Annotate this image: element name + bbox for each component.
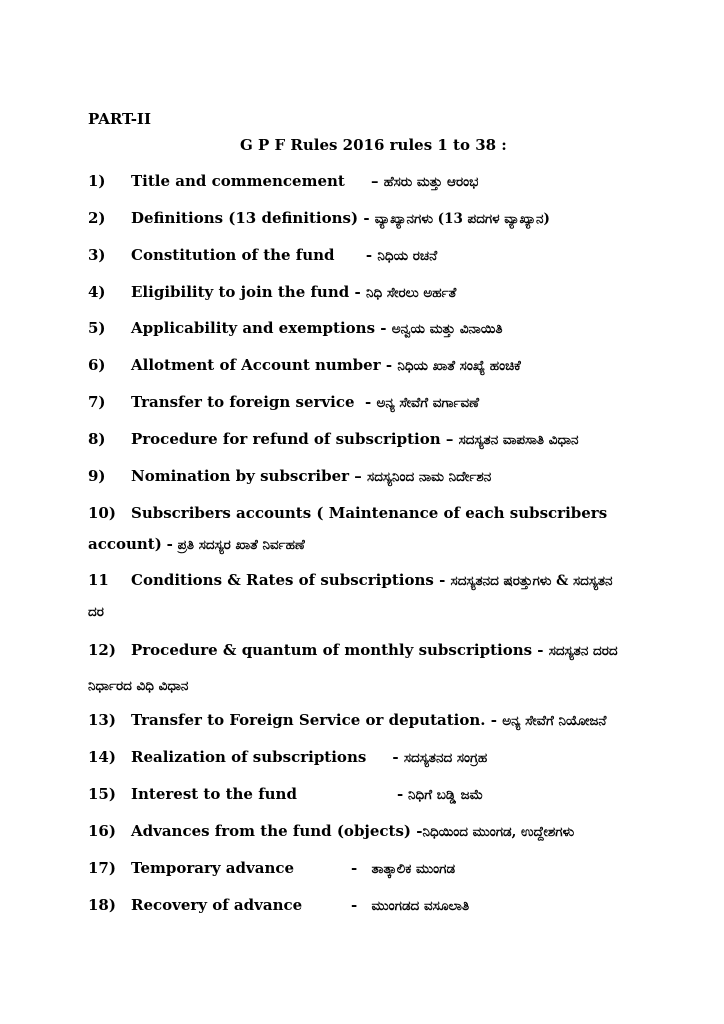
- rule-number: 15): [88, 785, 116, 803]
- rule-title-en: Procedure & quantum of monthly subscriptions: [131, 641, 533, 659]
- part-label: PART-II: [88, 110, 151, 128]
- rule-number: 10): [88, 504, 116, 522]
- rule-separator: -: [351, 859, 358, 877]
- rule-title-kn: ನಿಧಿಯ ರಚನೆ: [377, 248, 438, 264]
- rule-title-kn: ನಿಧಿ ಸೇರಲು ಅರ್ಹತೆ: [365, 285, 457, 301]
- rule-title-en: Transfer to Foreign Service or deputation.: [131, 711, 486, 729]
- rule-title-kn-cont: ದರ: [88, 604, 104, 620]
- rule-separator: -: [380, 319, 387, 337]
- rule-title-en: Subscribers accounts ( Maintenance of each subscribers: [131, 504, 608, 522]
- rule-separator: -: [392, 748, 399, 766]
- rule-title-en: Transfer to foreign service: [131, 393, 355, 411]
- rule-title-en: Advances from the fund (objects): [131, 822, 412, 840]
- rule-separator: -: [537, 641, 544, 659]
- rule-title-en: Temporary advance: [131, 859, 295, 877]
- rule-title-kn: ತಾತ್ಕಾಲಿಕ ಮುಂಗಡ: [371, 861, 456, 877]
- rule-title-kn: ನಿಧಿಗೆ ಬಡ್ಡಿ ಜಮೆ: [408, 787, 484, 803]
- rule-title-kn-cont: ನಿರ್ಧಾರದ ವಿಧಿ ವಿಧಾನ: [88, 678, 189, 694]
- rule-title-kn: ನಿಧಿಯ ಖಾತೆ ಸಂಖ್ಯೆ ಹಂಚಿಕೆ: [397, 358, 521, 374]
- rule-number: 13): [88, 711, 116, 729]
- rule-title-kn: ಸದಸ್ಯತನದ ಷರತ್ತುಗಳು & ಸದಸ್ಯತನ: [450, 573, 613, 589]
- rule-number: 9): [88, 467, 106, 485]
- rule-number: 3): [88, 246, 106, 264]
- rule-title-kn: ಪ್ರತಿ ಸದಸ್ಯರ ಖಾತೆ ನಿರ್ವಹಣೆ: [177, 537, 305, 553]
- rule-title-kn: ಅನ್ವಯ ಮತ್ತು ವಿನಾಯಿತಿ: [391, 321, 503, 337]
- document-subtitle: G P F Rules 2016 rules 1 to 38 :: [240, 136, 507, 154]
- rule-number: 14): [88, 748, 116, 766]
- rule-separator: -: [397, 785, 404, 803]
- rule-separator: -: [364, 393, 372, 411]
- rule-number: 4): [88, 283, 106, 301]
- rule-title-kn: ನಿಧಿಯಿಂದ ಮುಂಗಡ, ಉದ್ದೇಶಗಳು: [422, 824, 575, 840]
- rule-number: 11: [88, 571, 109, 589]
- rule-number: 2): [88, 209, 106, 227]
- rule-title-en: Interest to the fund: [131, 785, 297, 803]
- rule-number: 7): [88, 393, 106, 411]
- rule-title-kn: ಸದಸ್ಯತನ ದರದ: [548, 643, 618, 659]
- rule-number: 17): [88, 859, 116, 877]
- rule-separator: -: [354, 283, 361, 301]
- rule-title-en: Realization of subscriptions: [131, 748, 367, 766]
- rule-separator: -: [439, 571, 446, 589]
- rule-title-kn: ಮುಂಗಡದ ವಸೂಲಾತಿ: [371, 898, 470, 914]
- rule-number: 5): [88, 319, 106, 337]
- rule-title-en: Allotment of Account number: [131, 356, 381, 374]
- rule-number: 8): [88, 430, 106, 448]
- rule-title-kn: ವ್ಯಾಖ್ಯಾನಗಳು (13 ಪದಗಳ ವ್ಯಾಖ್ಯಾನ): [374, 211, 550, 227]
- rule-title-kn: ಸದಸ್ಯನಿಂದ ನಾಮ ನಿರ್ದೇಶನ: [367, 469, 492, 485]
- rule-title-kn: ಸದಸ್ಯತನದ ಸಂಗ್ರಹ: [403, 750, 488, 766]
- rule-separator: –: [354, 467, 362, 485]
- rule-item-10-continuation: [88, 535, 305, 553]
- rule-title-en: Definitions (13 definitions): [131, 209, 359, 227]
- rule-title-kn: ಅನ್ಯ ಸೇವೆಗೆ ನಿಯೋಜನೆ: [502, 713, 607, 729]
- rule-title-en: Title and commencement: [131, 172, 345, 190]
- rule-number: 6): [88, 356, 106, 374]
- rule-title-en: Procedure for refund of subscription: [131, 430, 441, 448]
- rule-title-en: Nomination by subscriber: [131, 467, 350, 485]
- rule-title-en: Applicability and exemptions: [131, 319, 376, 337]
- rule-number: 1): [88, 172, 106, 190]
- rule-separator: -: [385, 356, 393, 374]
- rule-number: 18): [88, 896, 116, 914]
- rule-separator: –: [445, 430, 454, 448]
- rule-item-11-continuation: [88, 602, 104, 620]
- rule-title-en: Constitution of the fund: [131, 246, 335, 264]
- rule-title-en: Conditions & Rates of subscriptions: [131, 571, 434, 589]
- rule-title-en: Eligibility to join the fund: [131, 283, 350, 301]
- rule-separator: -: [490, 711, 497, 729]
- rule-item-12-continuation: [88, 676, 188, 694]
- rule-title-en: Recovery of advance: [131, 896, 303, 914]
- rule-separator: -: [416, 822, 423, 840]
- rule-number: 12): [88, 641, 116, 659]
- rule-number: 16): [88, 822, 116, 840]
- rule-title-kn: ಹೆಸರು ಮತ್ತು ಆರಂಭ: [383, 174, 479, 190]
- rule-separator: -: [365, 246, 373, 264]
- rule-title-en-cont: account): [88, 535, 162, 553]
- rule-separator: -: [351, 896, 358, 914]
- rule-separator: –: [370, 172, 379, 190]
- rule-title-kn: ಅನ್ಯ ಸೇವೆಗೆ ವರ್ಗಾವಣೆ: [376, 395, 479, 411]
- rule-title-kn: ಸದಸ್ಯತನ ವಾಪಸಾತಿ ವಿಧಾನ: [458, 432, 579, 448]
- rule-separator: -: [363, 209, 370, 227]
- rule-separator: -: [166, 535, 173, 553]
